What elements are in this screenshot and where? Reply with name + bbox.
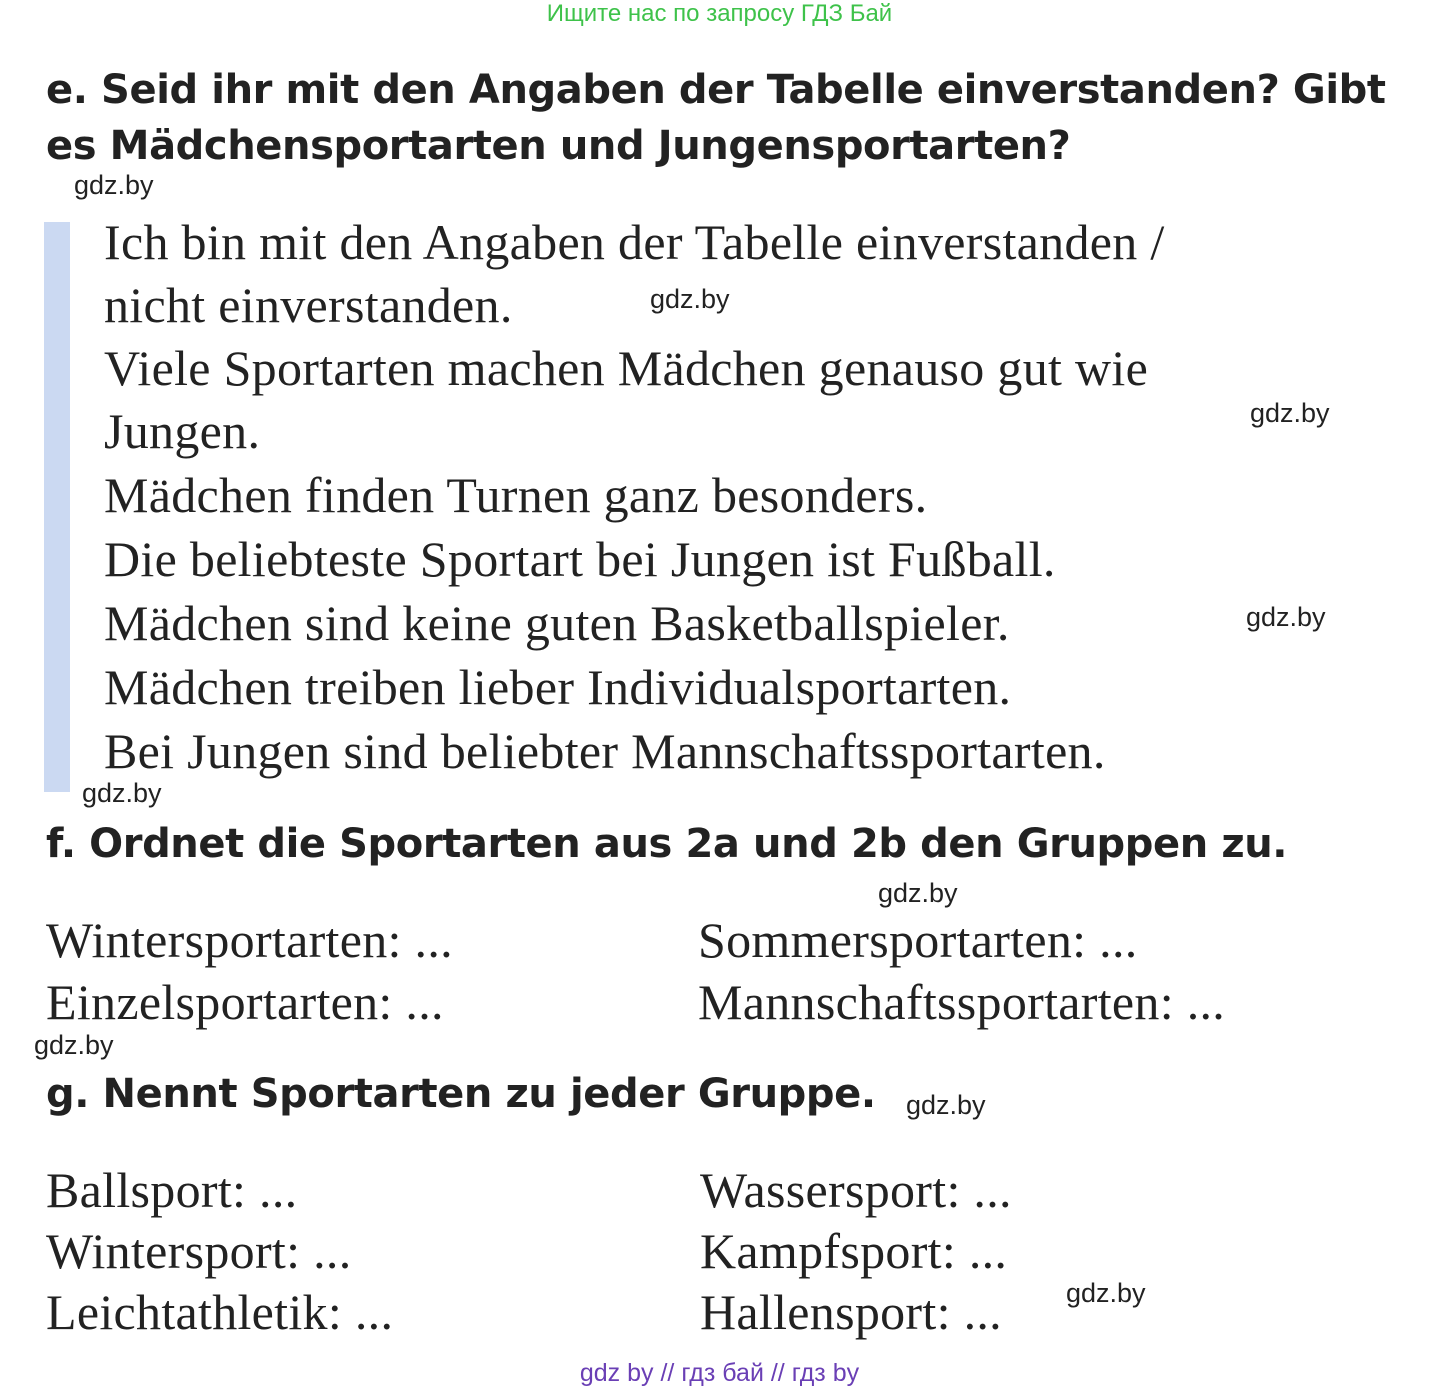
watermark: gdz.by — [74, 170, 154, 200]
task-f-group: Wintersportarten: ... — [46, 912, 453, 968]
task-g-group: Ballsport: ... — [46, 1162, 298, 1218]
watermark: gdz.by — [1066, 1278, 1146, 1308]
answer-line: Bei Jungen sind beliebter Mannschaftssportarten. — [104, 723, 1106, 779]
task-f-group: Mannschaftssportarten: ... — [698, 974, 1226, 1030]
answer-line: Mädchen finden Turnen ganz besonders. — [104, 467, 928, 523]
task-f-heading: f. Ordnet die Sportarten aus 2a und 2b den Gruppen zu. — [46, 821, 1288, 867]
answer-line: Viele Sportarten machen Mädchen genauso gut wie — [104, 340, 1149, 396]
task-g-group: Hallensport: ... — [700, 1284, 1002, 1340]
watermark: gdz.by — [878, 878, 958, 908]
watermark: gdz.by — [82, 778, 162, 808]
answer-line: nicht einverstanden. — [104, 277, 513, 333]
task-e-heading-line-2: es Mädchensportarten und Jungensportarten? — [46, 123, 1071, 169]
watermark: gdz.by — [650, 284, 730, 314]
task-g-group: Wassersport: ... — [700, 1162, 1012, 1218]
answer-line: Jungen. — [104, 403, 261, 459]
task-g-group: Kampfsport: ... — [700, 1223, 1008, 1279]
answer-line: Ich bin mit den Angaben der Tabelle einverstanden / — [104, 214, 1165, 270]
task-e-heading-line-1: e. Seid ihr mit den Angaben der Tabelle einverstanden? Gibt — [46, 67, 1386, 113]
top-banner: Ищите нас по запросу ГДЗ Бай — [546, 0, 893, 27]
watermark: gdz.by — [906, 1090, 986, 1120]
footer-links[interactable]: gdz by // гдз бай // гдз by — [579, 1359, 860, 1387]
watermark: gdz.by — [34, 1030, 114, 1060]
task-g-group: Wintersport: ... — [46, 1223, 352, 1279]
answer-line: Mädchen treiben lieber Individualsportarten. — [104, 659, 1012, 715]
task-g-group: Leichtathletik: ... — [46, 1284, 394, 1340]
task-f-group: Sommersportarten: ... — [698, 912, 1138, 968]
watermark: gdz.by — [1250, 398, 1330, 428]
answer-quote-bar — [44, 222, 70, 792]
watermark: gdz.by — [1246, 602, 1326, 632]
answer-line: Die beliebteste Sportart bei Jungen ist Fußball. — [104, 531, 1056, 587]
answer-line: Mädchen sind keine guten Basketballspieler. — [104, 595, 1010, 651]
task-g-heading: g. Nennt Sportarten zu jeder Gruppe. — [46, 1071, 876, 1117]
task-f-group: Einzelsportarten: ... — [46, 974, 444, 1030]
